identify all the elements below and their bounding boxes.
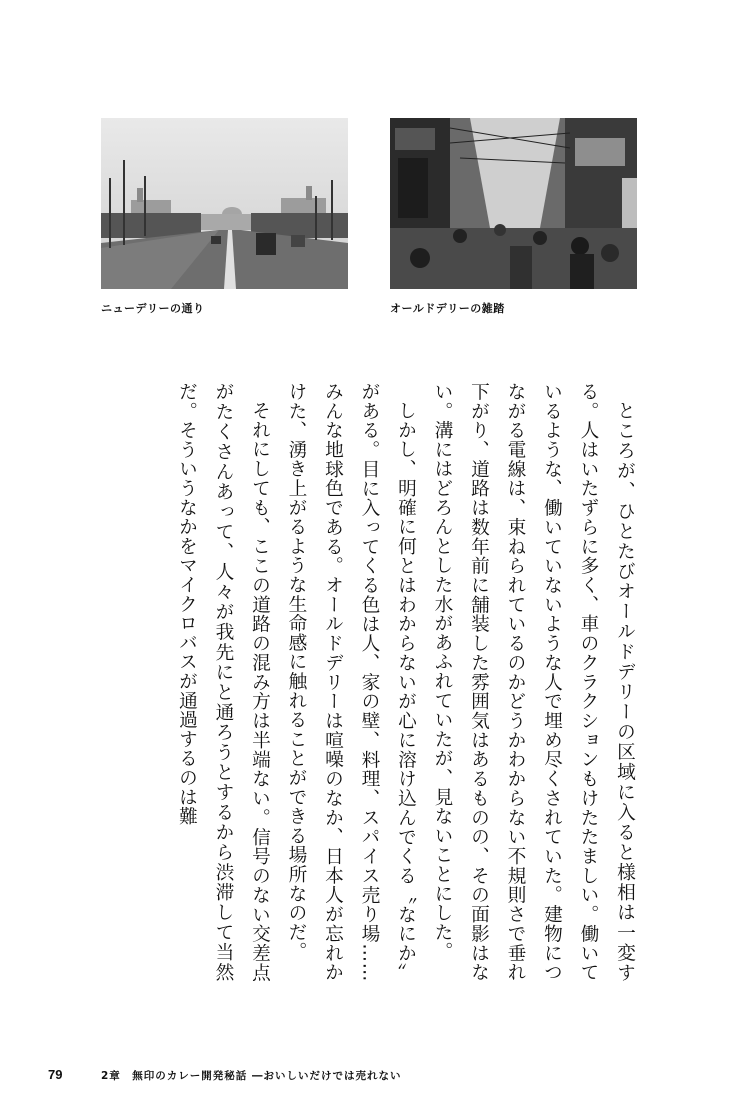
paragraph: それにしても、ここの道路の混み方は半端ない。信号のない交差点がたくさんあって、人々が我先にと通ろうとするから渋滞して当然だ。そういうなかをマイクロバスが通過するのは難 — [176, 382, 270, 982]
page-number: 79 — [48, 1067, 63, 1082]
paragraph: ところが、ひとたびオールドデリーの区域に入ると様相は一変する。人はいたずらに多く、車のクラクションもけたたましい。働いているような、働いていないような人で埋め尽くされていた。建物につながる電線は、束ねられているのかどうかわからない不規則さで垂れ下がり、道路は数年前に舗装した雰囲気はあるものの、その面影はない。溝にはどろんとした水があふれていたが、見ないことにした。 — [431, 382, 635, 982]
running-head: 2章 無印のカレー開発秘話 ―おいしいだけでは売れない — [101, 1070, 402, 1082]
left-photo-caption: ニューデリーの通り — [101, 302, 205, 315]
new-delhi-street-photo — [101, 118, 348, 289]
body-text — [102, 382, 642, 982]
right-photo-caption: オールドデリーの雑踏 — [390, 302, 505, 315]
paragraph: しかし、明確に何とはわからないが心に溶け込んでくる〝なにか〟がある。目に入ってくる色は人、家の壁、料理、スパイス売り場……みんな地球色である。オールドデリーは喧噪のなか、日本人が忘れかけた、湧き上がるような生命感に触れることができる場所なのだ。 — [285, 382, 416, 982]
old-delhi-crowd-photo — [390, 118, 637, 289]
